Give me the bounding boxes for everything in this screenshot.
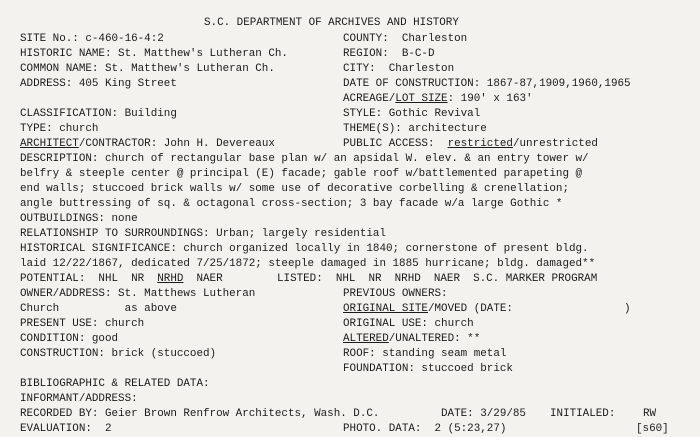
description-line: end walls; stuccoed brick walls w/ some use of decorative corbelling & crenellation; bbox=[20, 183, 569, 195]
record-date-field: DATE: 3/29/85 bbox=[441, 408, 526, 420]
restricted-option: restricted bbox=[447, 138, 513, 150]
nrhd-option: NRHD bbox=[157, 273, 184, 285]
address-field: ADDRESS: 405 King Street bbox=[20, 78, 177, 90]
roof-field: ROOF: standing seam metal bbox=[343, 348, 507, 360]
listed-field: LISTED: NHL NR NRHD NAER S.C. MARKER PROGRAM bbox=[277, 273, 598, 285]
evaluation-field: EVALUATION: 2 bbox=[20, 423, 112, 435]
architect-field bbox=[20, 139, 275, 150]
unaltered-value: /UNALTERED: ** bbox=[388, 333, 481, 345]
description-line: belfry & steeple center @ principal (E) facade; gable roof w/battlemented parapeting @ bbox=[20, 168, 583, 180]
present-use-field: PRESENT USE: church bbox=[20, 318, 145, 330]
county-field: COUNTY: Charleston bbox=[343, 33, 468, 45]
type-field: TYPE: church bbox=[20, 123, 99, 135]
bibliographic-field: BIBLIOGRAPHIC & RELATED DATA: bbox=[20, 378, 210, 390]
photo-data-field: PHOTO. DATA: 2 (5:23,27) bbox=[343, 423, 507, 435]
historic-name-field: HISTORIC NAME: St. Matthew's Lutheran Ch. bbox=[20, 48, 288, 60]
original-site-field bbox=[343, 304, 631, 315]
naer-option: NAER bbox=[183, 273, 223, 285]
owner-address-line: Church as above bbox=[20, 303, 177, 315]
classification-field: CLASSIFICATION: Building bbox=[20, 108, 177, 120]
region-field: REGION: B-C-D bbox=[343, 48, 435, 60]
informant-field: INFORMANT/ADDRESS: bbox=[20, 393, 138, 405]
lot-size-label: LOT SIZE bbox=[395, 93, 448, 105]
record-code: [s60] bbox=[636, 423, 669, 435]
site-number: SITE No.: c-460-16-4:2 bbox=[20, 33, 164, 45]
outbuildings-field: OUTBUILDINGS: none bbox=[20, 213, 138, 225]
description-line: DESCRIPTION: church of rectangular base plan w/ an apsidal W. elev. & an entry tower w/ bbox=[20, 153, 589, 165]
recorded-by-field: RECORDED BY: Geier Brown Renfrow Architects, Wash. D.C. bbox=[20, 408, 380, 420]
significance-line: laid 12/22/1867, dedicated 7/25/1872; steeple damaged in 1885 hurricane; bldg. damaged** bbox=[20, 258, 596, 270]
acreage-field bbox=[343, 94, 533, 105]
relationship-field: RELATIONSHIP TO SURROUNDINGS: Urban; largely residential bbox=[20, 228, 386, 240]
altered-field bbox=[343, 334, 480, 345]
public-access-field bbox=[343, 139, 598, 150]
moved-date-label: /MOVED (DATE: ) bbox=[427, 303, 631, 315]
construction-field: CONSTRUCTION: brick (stuccoed) bbox=[20, 348, 217, 360]
potential-field bbox=[20, 274, 223, 285]
original-site-label: ORIGINAL SITE bbox=[343, 303, 428, 315]
city-field: CITY: Charleston bbox=[343, 63, 455, 75]
architect-label: ARCHITECT bbox=[20, 138, 79, 150]
owner-field: OWNER/ADDRESS: St. Matthews Lutheran bbox=[20, 288, 256, 300]
unrestricted-option: /unrestricted bbox=[512, 138, 598, 150]
form-header: S.C. DEPARTMENT OF ARCHIVES AND HISTORY bbox=[204, 17, 459, 29]
contractor-value: /CONTRACTOR: John H. Devereaux bbox=[78, 138, 275, 150]
common-name-field: COMMON NAME: St. Matthew's Lutheran Ch. bbox=[20, 63, 275, 75]
altered-label: ALTERED bbox=[343, 333, 389, 345]
theme-field: THEME(S): architecture bbox=[343, 123, 487, 135]
public-access-label: PUBLIC ACCESS: bbox=[343, 138, 448, 150]
potential-label: POTENTIAL: NHL NR bbox=[20, 273, 158, 285]
condition-field: CONDITION: good bbox=[20, 333, 119, 345]
construction-date-field: DATE OF CONSTRUCTION: 1867-87,1909,1960,1965 bbox=[343, 78, 631, 90]
foundation-field: FOUNDATION: stuccoed brick bbox=[343, 363, 513, 375]
acreage-label: ACREAGE/ bbox=[343, 93, 396, 105]
significance-line: HISTORICAL SIGNIFICANCE: church organized locally in 1840; cornerstone of present bldg. bbox=[20, 243, 589, 255]
style-field: STYLE: Gothic Revival bbox=[343, 108, 481, 120]
original-use-field: ORIGINAL USE: church bbox=[343, 318, 474, 330]
initials-value: RW bbox=[643, 408, 657, 420]
previous-owners-field: PREVIOUS OWNERS: bbox=[343, 288, 448, 300]
lot-size-value: : 190' x 163' bbox=[447, 93, 533, 105]
description-line: angle buttressing of sq. & octagonal cross-section; 3 bay facade w/a large Gothic * bbox=[20, 198, 563, 210]
initialed-label: INITIALED: bbox=[550, 408, 616, 420]
